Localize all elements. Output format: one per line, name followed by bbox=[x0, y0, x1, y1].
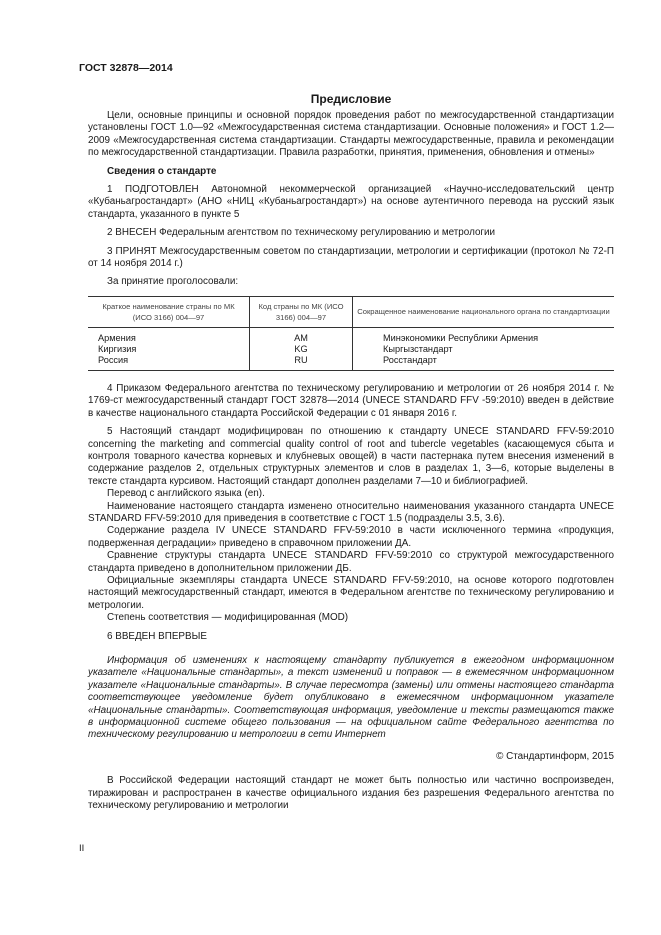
translation-note: Перевод с английского языка (en). bbox=[107, 488, 265, 500]
cell-body: Росстандарт bbox=[353, 355, 615, 371]
table-row bbox=[88, 355, 614, 371]
item-3: 3 ПРИНЯТ Межгосударственным советом по стандартизации, метрологии и сертификации (протокол № 72-П от 14 ноября 2014 г.) bbox=[88, 245, 614, 270]
cell-body: Минэкономики Республики Армения bbox=[353, 327, 615, 344]
cell-country: Армения bbox=[98, 332, 136, 343]
name-change-note: Наименование настоящего стандарта изменено относительно наименования указанного стандарта UNECE STANDARD FFV-59:2010 для приведения в соответствие с ГОСТ 1.5 (подразделы 3.5, 3.6). bbox=[88, 500, 614, 524]
column-header-code: Код страны по МК (ИСО 3166) 004—97 bbox=[250, 296, 353, 327]
reproduction-notice: В Российской Федерации настоящий стандарт не может быть полностью или частично воспроизведен, тиражирован и распространен в качестве официального издания без разрешения Федерального агентства по техническому регулированию и метрологии bbox=[88, 775, 614, 812]
item-5: 5 Настоящий стандарт модифицирован по отношению к стандарту UNECE STANDARD FFV-59:2010 concerning the marketing and commercial quality control of root and tubercle vegetables (касающемуся сбыта и контроля товарного качества корневых и клубневых овощей) в части пастернака путем внесения изменений в содержание разделов 2, отдельных структурных элементов и слов в разделах 1, 3—6, которые выделены в тексте стандарта курсивом. Настоящий стандарт дополнен разделами 7—10 и библиографией. bbox=[88, 426, 614, 487]
conformity-note: Степень соответствия — модифицированная (MOD) bbox=[107, 612, 349, 624]
item-1: 1 ПОДГОТОВЛЕН Автономной некоммерческой организацией «Научно-исследовательский центр «Кубаньагростандарт» (АНО «НИЦ «Кубаньагростандарт») на основе аутентичного перевода на русский язык стандарта, указанного в пункте 5 bbox=[88, 184, 614, 220]
subheading: Сведения о стандарте bbox=[107, 165, 217, 177]
column-header-body: Сокращенное наименование национального органа по стандартизации bbox=[353, 296, 615, 327]
info-notice: Информация об изменениях к настоящему стандарту публикуется в ежегодном информационном указателе «Национальные стандарты», а текст изменений и поправок — в ежемесячном информационном указателе «Национальные стандарты». В случае пересмотра (замены) или отмены настоящего стандарта соответствующее уведомление будет опубликовано в ежемесячном информационном указателе «Национальные стандарты». Соответствующая информация, уведомление и тексты размещаются также в информационной системе общего пользования — на официальном сайте Федерального агентства по техническому регулированию и метрологии в сети Интернет bbox=[88, 655, 614, 741]
table-row bbox=[88, 327, 614, 344]
item-2: 2 ВНЕСЕН Федеральным агентством по техническому регулированию и метрологии bbox=[107, 227, 496, 239]
column-header-country: Краткое наименование страны по МК (ИСО 3166) 004—97 bbox=[88, 296, 250, 327]
item-4: 4 Приказом Федерального агентства по техническому регулированию и метрологии от 26 ноября 2014 г. № 1769-ст межгосударственный стандарт ГОСТ 32878—2014 (UNECE STANDARD FFV -59:2010) введен в действие в качестве национального стандарта Российской Федерации с 01 января 2016 г. bbox=[88, 382, 614, 419]
document-header: ГОСТ 32878—2014 bbox=[79, 62, 173, 74]
intro-paragraph: Цели, основные принципы и основной порядок проведения работ по межгосударственной стандартизации установлены ГОСТ 1.0—92 «Межгосударственная система стандартизации. Основные положения» и ГОСТ 1.2—2009 «Межгосударственная система стандартизации. Стандарты межгосударственные, правила и рекомендации по межгосударственной стандартизации. Правила разработки, принятия, применения, обновления и отмены» bbox=[88, 110, 614, 159]
cell-code: RU bbox=[250, 355, 353, 371]
table-row bbox=[88, 344, 614, 355]
page-title: Предисловие bbox=[310, 92, 392, 106]
cell-country: Россия bbox=[88, 355, 250, 371]
item-6: 6 ВВЕДЕН ВПЕРВЫЕ bbox=[107, 630, 207, 642]
cell-code: AM bbox=[250, 327, 353, 344]
content-section-note: Содержание раздела IV UNECE STANDARD FFV-59:2010 в части исключенного термина «продукция, подверженная деградации» приведено в справочном приложении ДА. bbox=[88, 525, 614, 549]
document-body bbox=[88, 92, 614, 812]
page-number: II bbox=[79, 843, 85, 854]
cell-body: Кыргызстандарт bbox=[353, 344, 615, 355]
voting-table bbox=[88, 296, 614, 371]
official-copies-note: Официальные экземпляры стандарта UNECE STANDARD FFV-59:2010, на основе которого подготовлен настоящий межгосударственный стандарт, имеются в Федеральном агентстве по техническому регулированию и метрологии. bbox=[88, 574, 614, 611]
voted-label: За принятие проголосовали: bbox=[107, 276, 239, 288]
cell-code: KG bbox=[250, 344, 353, 355]
table-header-row bbox=[88, 296, 614, 327]
copyright: © Стандартинформ, 2015 bbox=[496, 750, 614, 762]
comparison-note: Сравнение структуры стандарта UNECE STANDARD FFV-59:2010 со структурой межгосударственного стандарта приведено в дополнительном приложении ДБ. bbox=[88, 550, 614, 574]
cell-country: Киргизия bbox=[98, 343, 137, 354]
